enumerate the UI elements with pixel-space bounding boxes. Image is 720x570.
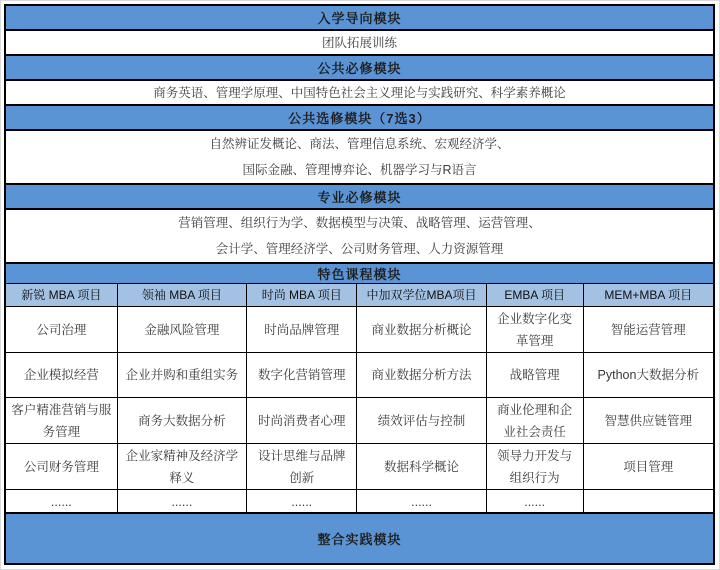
grid-row-3 xyxy=(6,398,713,444)
section-header-orientation-label: 入学导向模块 xyxy=(317,11,402,26)
major-required-courses-line1: 营销管理、组织行为学、数据模型与决策、战略管理、运营管理、 xyxy=(178,216,541,230)
grid-cell: ...... xyxy=(247,490,357,514)
section-header-integrated-practice-label: 整合实践模块 xyxy=(317,532,402,547)
grid-cell: 公司治理 xyxy=(6,307,118,353)
grid-cell: Python大数据分析 xyxy=(597,368,699,382)
orientation-course: 团队拓展训练 xyxy=(321,35,397,50)
grid-cell xyxy=(584,490,713,514)
section-header-integrated-practice xyxy=(6,514,713,563)
grid-cell: ...... xyxy=(118,490,247,514)
grid-cell: 智慧供应链管理 xyxy=(604,414,693,428)
grid-cell: 绩效评估与控制 xyxy=(357,398,486,444)
grid-cell: ...... xyxy=(6,490,118,514)
grid-cell: 时尚品牌管理 xyxy=(247,307,357,353)
section-header-special-courses-label: 特色课程模块 xyxy=(317,267,402,282)
content-public-elective xyxy=(6,131,713,185)
grid-cell: 商业伦理和企业社会责任 xyxy=(487,398,584,444)
column-header-xinrui-mba: 新锐 MBA 项目 xyxy=(6,284,118,306)
grid-cell: 领导力开发与组织行为 xyxy=(487,444,584,490)
grid-cell: 商务大数据分析 xyxy=(118,398,247,444)
column-header-lingxiu-mba: 领袖 MBA 项目 xyxy=(118,284,247,306)
public-elective-courses-line2: 国际金融、管理博弈论、机器学习与R语言 xyxy=(242,163,477,177)
section-header-public-required-label: 公共必修模块 xyxy=(317,61,402,76)
content-public-required xyxy=(6,81,713,106)
column-header-emba: EMBA 项目 xyxy=(487,284,584,306)
content-major-required xyxy=(6,210,713,264)
section-header-public-elective xyxy=(6,106,713,131)
section-header-public-elective-label: 公共选修模块（7选3） xyxy=(288,111,431,126)
grid-row-4 xyxy=(6,444,713,490)
content-orientation xyxy=(6,31,713,56)
grid-cell: 客户精准营销与服务管理 xyxy=(6,398,118,444)
column-header-dual-degree-mba: 中加双学位MBA项目 xyxy=(357,284,486,306)
grid-cell: 战略管理 xyxy=(487,353,584,397)
grid-row-2 xyxy=(6,353,713,398)
section-header-public-required xyxy=(6,56,713,81)
grid-cell: 企业模拟经营 xyxy=(6,353,118,397)
grid-cell: ...... xyxy=(357,490,486,514)
section-header-major-required-label: 专业必修模块 xyxy=(317,190,402,205)
grid-cell: 金融风险管理 xyxy=(118,307,247,353)
grid-cell: 设计思维与品牌创新 xyxy=(247,444,357,490)
public-required-courses: 商务英语、管理学原理、中国特色社会主义理论与实践研究、科学素养概论 xyxy=(153,85,566,100)
grid-cell: 企业数字化变革管理 xyxy=(487,307,584,353)
grid-cell: 项目管理 xyxy=(623,460,674,474)
grid-cell: 智能运营管理 xyxy=(610,323,686,337)
column-header-shishang-mba: 时尚 MBA 项目 xyxy=(247,284,357,306)
grid-cell: 数字化营销管理 xyxy=(247,353,357,397)
grid-cell: ...... xyxy=(487,490,584,514)
grid-cell: 公司财务管理 xyxy=(6,444,118,490)
public-elective-courses-line1: 自然辨证发概论、商法、管理信息系统、宏观经济学、 xyxy=(209,137,510,151)
grid-row-1 xyxy=(6,307,713,353)
grid-cell: 商业数据分析方法 xyxy=(357,353,486,397)
grid-cell: 商业数据分析概论 xyxy=(357,307,486,353)
grid-cell: 时尚消费者心理 xyxy=(247,398,357,444)
grid-row-5 xyxy=(6,490,713,514)
section-header-orientation xyxy=(6,6,713,31)
grid-header-row xyxy=(6,284,713,307)
section-header-major-required xyxy=(6,185,713,210)
grid-cell: 数据科学概论 xyxy=(357,444,486,490)
major-required-courses-line2: 会计学、管理经济学、公司财务管理、人力资源管理 xyxy=(215,242,504,256)
section-header-special-courses xyxy=(6,264,713,284)
grid-cell: 企业并购和重组实务 xyxy=(118,353,247,397)
grid-cell: 企业家精神及经济学释义 xyxy=(118,444,247,490)
curriculum-table xyxy=(4,4,715,565)
column-header-mem-mba: MEM+MBA 项目 xyxy=(584,284,713,306)
